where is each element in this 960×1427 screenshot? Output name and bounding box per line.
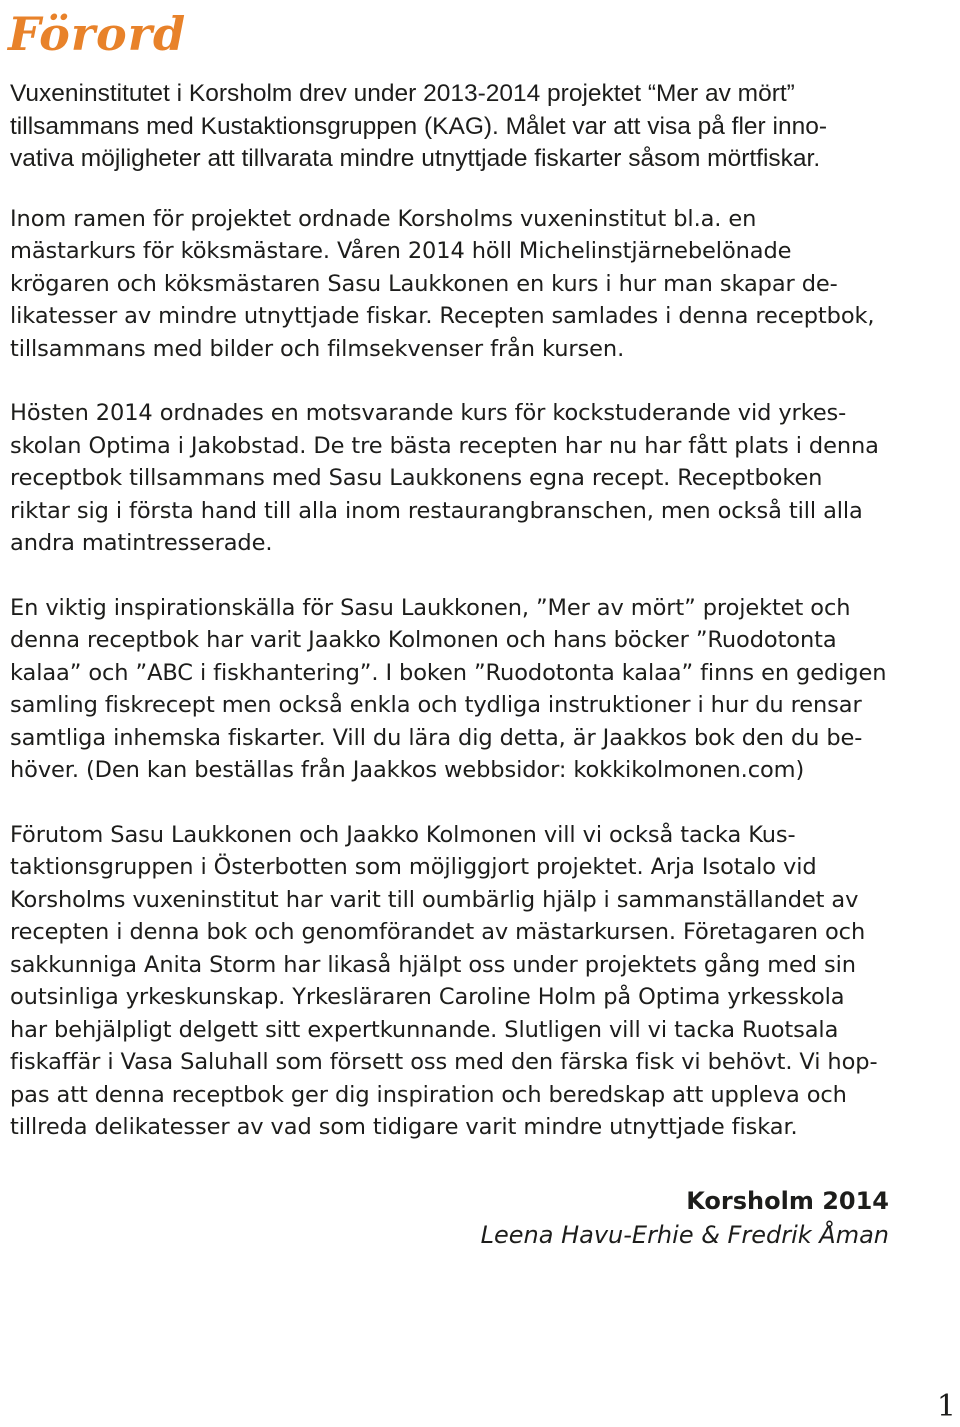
text-line: vativa möjligheter att tillvarata mindre utnyttjade fiskarter såsom mörtfiskar. [10,145,821,172]
paragraph [10,819,956,1144]
paragraph [10,397,956,560]
paragraph [10,592,956,787]
page-title: Förord [8,7,187,61]
text-line: Förutom Sasu Laukkonen och Jaakko Kolmonen vill vi också tacka Kus- [10,821,796,848]
paragraph [10,78,956,176]
signature-place-year: Korsholm 2014 [686,1187,889,1215]
text-line: andra matintresserade. [10,530,273,556]
signature-block [481,1184,889,1252]
text-line: pas att denna receptbok ger dig inspiration och beredskap att uppleva och [10,1081,847,1108]
text-line: höver. (Den kan beställas från Jaakkos webbsidor: kokkikolmonen.com) [10,757,805,783]
text-line: tillreda delikatesser av vad som tidigare varit mindre utnyttjade fiskar. [10,1114,798,1140]
text-line: recepten i denna bok och genomförandet av mästarkursen. Företagaren och [10,919,866,945]
text-line: Hösten 2014 ordnades en motsvarande kurs för kockstuderande vid yrkes- [10,400,847,426]
text-line: sakkunniga Anita Storm har likaså hjälpt oss under projektets gång med sin [10,951,856,978]
text-line: mästarkurs för köksmästare. Våren 2014 höll Michelinstjärnebelönade [10,238,792,264]
text-line: kalaa” och ”ABC i fiskhantering”. I boken ”Ruodotonta kalaa” finns en gedigen [10,659,887,686]
signature-authors: Leena Havu-Erhie & Fredrik Åman [480,1221,889,1249]
text-line: denna receptbok har varit Jaakko Kolmonen och hans böcker ”Ruodotonta [10,627,837,653]
text-line: krögaren och köksmästaren Sasu Laukkonen en kurs i hur man skapar de- [10,270,838,297]
text-line: outsinliga yrkeskunskap. Yrkesläraren Caroline Holm på Optima yrkesskola [10,984,845,1010]
text-line: taktionsgruppen i Österbotten som möjliggjort projektet. Arja Isotalo vid [10,854,817,880]
text-line: Inom ramen för projektet ordnade Korsholms vuxeninstitut bl.a. en [10,205,757,232]
paragraph [10,203,956,366]
text-line: receptbok tillsammans med Sasu Laukkonens egna recept. Receptboken [10,465,823,491]
text-line: tillsammans med Kustaktionsgruppen (KAG). Målet var att visa på fler inno- [10,112,828,140]
text-line: riktar sig i första hand till alla inom restaurangbranschen, men också till alla [10,497,863,524]
text-line: Vuxeninstitutet i Korsholm drev under 2013-2014 projektet “Mer av mört” [10,80,795,107]
text-line: Korsholms vuxeninstitut har varit till oumbärlig hjälp i sammanställandet av [10,886,859,913]
page-number: 1 [936,1389,956,1424]
text-line: har behjälpligt delgett sitt expertkunnande. Slutligen vill vi tacka Ruotsala [10,1016,839,1043]
text-line: En viktig inspirationskälla för Sasu Laukkonen, ”Mer av mört” projektet och [10,594,851,621]
text-line: fiskaffär i Vasa Saluhall som försett oss med den färska fisk vi behövt. Vi hop- [10,1049,878,1075]
text-line: samtliga inhemska fiskarter. Vill du lära dig detta, är Jaakkos bok den du be- [10,724,863,751]
text-line: samling fiskrecept men också enkla och tydliga instruktioner i hur du rensar [10,692,862,718]
text-line: skolan Optima i Jakobstad. De tre bästa recepten har nu har fått plats i denna [10,432,879,459]
foreword-body [10,78,956,1176]
text-line: tillsammans med bilder och filmsekvenser från kursen. [10,335,625,362]
text-line: likatesser av mindre utnyttjade fiskar. Recepten samlades i denna receptbok, [10,303,875,329]
